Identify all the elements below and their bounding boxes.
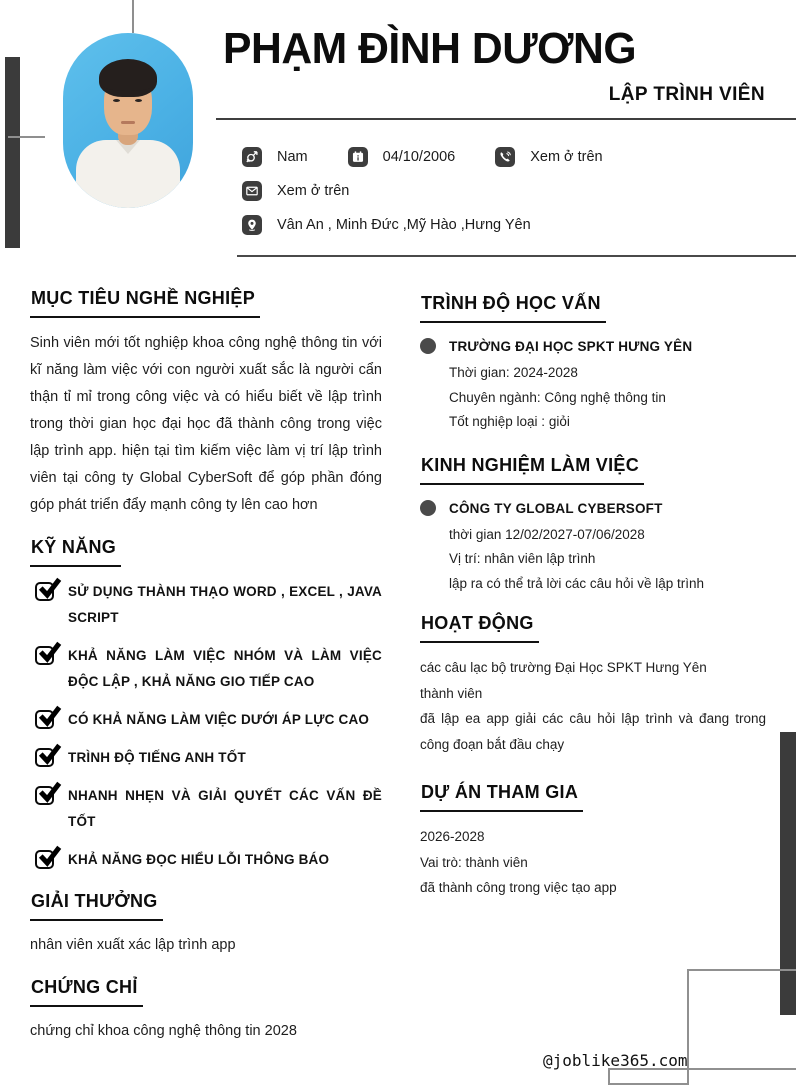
left-column [30, 288, 382, 1039]
skill-item: TRÌNH ĐỘ TIẾNG ANH TỐT [35, 745, 382, 771]
email-icon [242, 181, 262, 201]
contact-address [242, 215, 531, 235]
activities-line: đã lập ea app giải các câu hỏi lập trình và đang trong công đoạn bắt đầu chạy [420, 711, 766, 752]
section-title-education: TRÌNH ĐỘ HỌC VẤN [420, 293, 606, 323]
section-title-experience: KINH NGHIỆM LÀM VIỆC [420, 455, 644, 485]
skill-item: NHANH NHẸN VÀ GIẢI QUYẾT CÁC VẤN ĐỀ TỐT [35, 783, 382, 835]
decor-header-rule-top [216, 118, 796, 120]
decor-right-black-bar [780, 732, 796, 1015]
education-line: Thời gian: 2024-2028 [449, 365, 578, 380]
gender-icon [242, 147, 262, 167]
checkbox-checked-icon [35, 582, 54, 601]
section-title-skills: KỸ NĂNG [30, 537, 121, 567]
skill-item: KHẢ NĂNG LÀM VIỆC NHÓM VÀ LÀM VIỆC ĐỘC LẬP , KHẢ NĂNG GIO TIẾP CAO [35, 643, 382, 695]
objective-text: Sinh viên mới tốt nghiệp khoa công nghệ thông tin với kĩ năng làm việc với con người xuất sắc là người cẩn thận tỉ mỉ trong công việc và có hiểu biết về lập trình trong thời gian học đại học đã thành công trong việc lập trình app. hiện tại tìm kiếm việc làm vị trí lập trình viên tại công ty Global CyberSoft để góp phần đóng góp phát triển đẩy mạnh công ty lên cao hơn [30, 335, 382, 513]
projects-block [420, 824, 766, 901]
right-column [420, 293, 766, 901]
photo-eye-left [113, 99, 120, 102]
checkbox-checked-icon [35, 646, 54, 665]
email-value: Xem ở trên [277, 183, 350, 199]
project-line: Vai trò: thành viên [420, 854, 528, 870]
decor-top-vertical-line [132, 0, 134, 33]
gender-value: Nam [277, 149, 308, 165]
contact-row-1 [242, 146, 603, 168]
contact-dob [348, 147, 456, 167]
experience-line: thời gian 12/02/2027-07/06/2028 [449, 526, 645, 542]
decor-footer-line-1 [687, 969, 796, 971]
address-value: Vân An , Minh Đức ,Mỹ Hào ,Hưng Yên [277, 217, 531, 233]
experience-company: CÔNG TY GLOBAL CYBERSOFT [449, 500, 663, 516]
contact-row-2 [242, 180, 603, 202]
photo-hair-fringe [103, 79, 153, 91]
experience-entry [420, 498, 766, 597]
checkbox-checked-icon [35, 786, 54, 805]
bullet-icon [420, 338, 436, 354]
watermark-text: @joblike365.com [543, 1051, 688, 1070]
checkbox-checked-icon [35, 850, 54, 869]
skill-item: SỬ DỤNG THÀNH THẠO WORD , EXCEL , JAVA SCRIPT [35, 579, 382, 631]
awards-text: nhân viên xuất xác lập trình app [30, 937, 236, 953]
experience-line: Vị trí: nhân viên lập trình [449, 551, 596, 566]
activities-line: thành viên [420, 685, 483, 701]
job-title: LẬP TRÌNH VIÊN [608, 84, 765, 105]
project-line: 2026-2028 [420, 829, 485, 844]
contact-email [242, 181, 349, 201]
profile-photo [63, 33, 193, 208]
bullet-icon [420, 500, 436, 516]
contact-gender [242, 147, 308, 167]
education-line: Chuyên ngành: Công nghệ thông tin [449, 389, 666, 405]
education-line: Tốt nghiệp loại : giỏi [449, 414, 570, 429]
calendar-icon [348, 147, 368, 167]
education-entry [420, 336, 766, 435]
candidate-name: PHẠM ĐÌNH DƯƠNG [223, 24, 637, 73]
certificates-text: chứng chỉ khoa công nghệ thông tin 2028 [30, 1023, 297, 1039]
photo-eye-right [135, 99, 142, 102]
decor-left-black-bar [5, 57, 20, 248]
section-title-projects: DỰ ÁN THAM GIA [420, 782, 583, 812]
experience-line: lập ra có thể trả lời các câu hỏi về lập trình [449, 575, 704, 591]
phone-icon [495, 147, 515, 167]
checkbox-checked-icon [35, 710, 54, 729]
photo-hair [99, 59, 157, 97]
section-title-awards: GIẢI THƯỞNG [30, 891, 163, 921]
decor-left-tick-line [8, 136, 45, 138]
education-school: TRƯỜNG ĐẠI HỌC SPKT HƯNG YÊN [449, 339, 693, 354]
dob-value: 04/10/2006 [382, 149, 456, 165]
skill-item: KHẢ NĂNG ĐỌC HIỂU LỖI THÔNG BÁO [35, 847, 382, 873]
project-line: đã thành công trong việc tạo app [420, 880, 617, 895]
contact-phone [495, 147, 602, 167]
phone-value: Xem ở trên [530, 149, 603, 165]
activities-line: các câu lạc bộ trường Đại Học SPKT Hưng Yên [420, 660, 707, 675]
skills-list [30, 579, 382, 873]
contact-block [242, 146, 603, 248]
skill-item: CÓ KHẢ NĂNG LÀM VIỆC DƯỚI ÁP LỰC CAO [35, 707, 382, 733]
contact-row-3 [242, 214, 603, 236]
section-title-certificates: CHỨNG CHỈ [30, 977, 143, 1007]
section-title-activities: HOẠT ĐỘNG [420, 613, 539, 643]
activities-block [420, 655, 766, 757]
location-pin-icon [242, 215, 262, 235]
photo-mouth [121, 121, 135, 124]
section-title-objective: MỤC TIÊU NGHỀ NGHIỆP [30, 288, 260, 318]
checkbox-checked-icon [35, 748, 54, 767]
decor-header-rule-bottom [237, 255, 796, 257]
